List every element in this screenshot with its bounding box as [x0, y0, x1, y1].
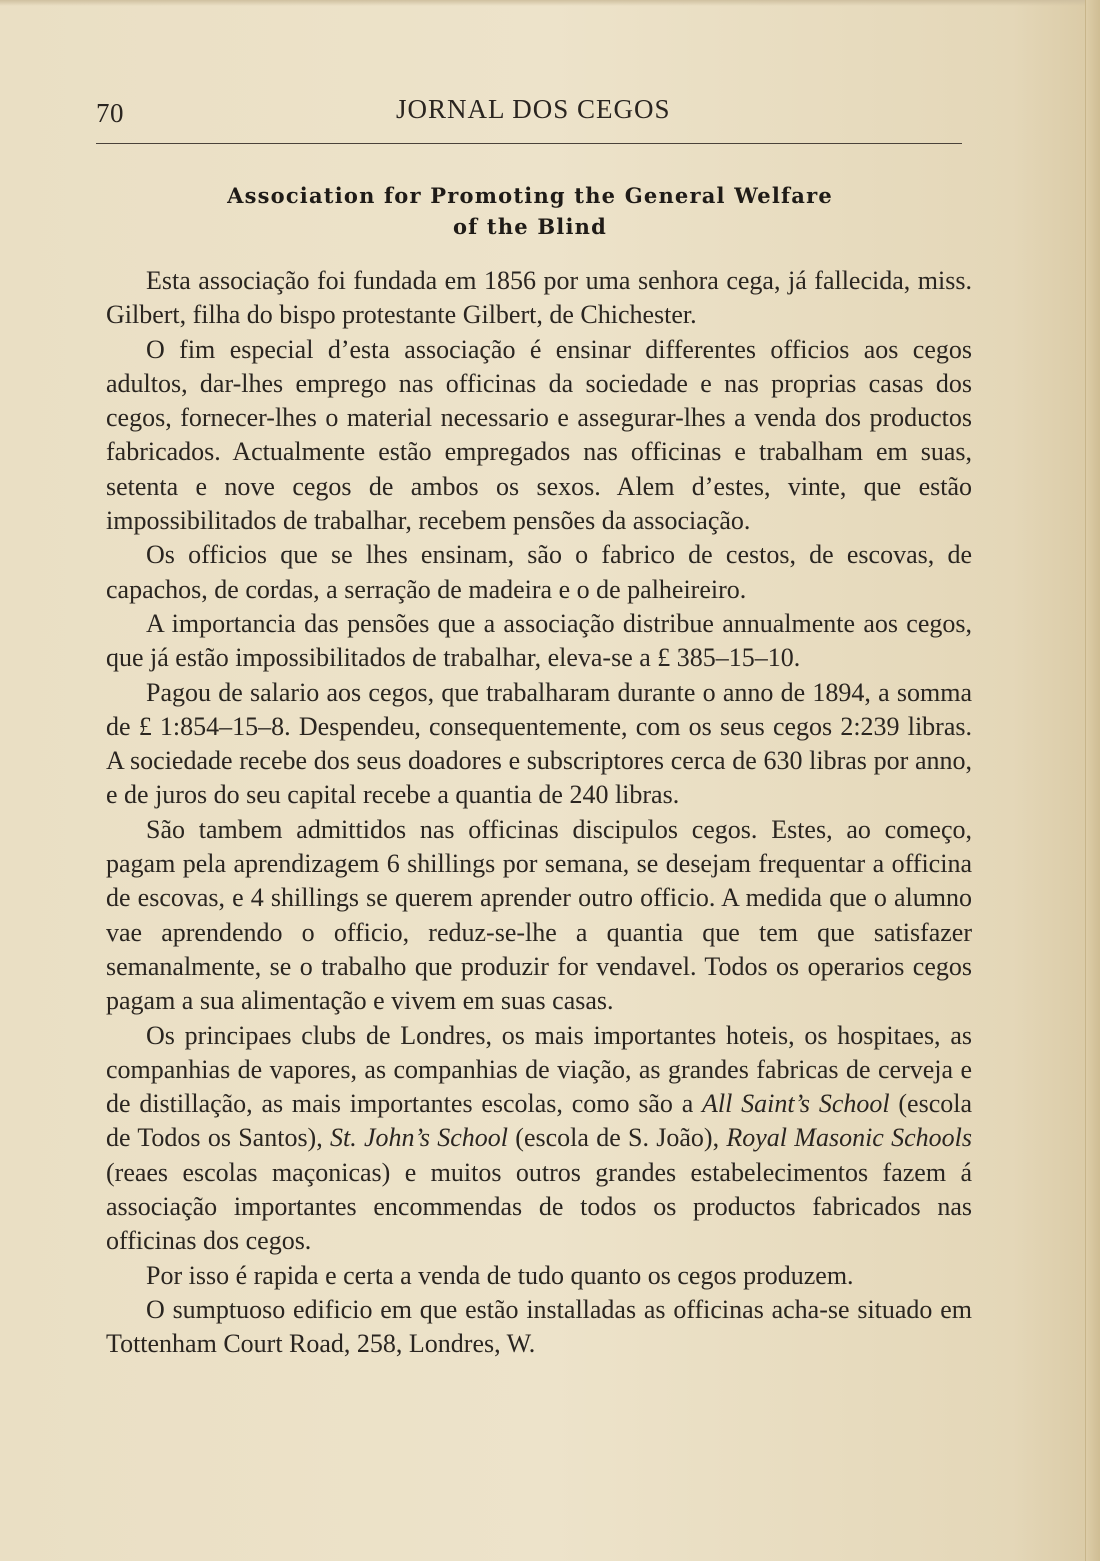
paragraph: Pagou de salario aos cegos, que trabalharam durante o anno de 1894, a somma de £ 1:854–15–8. Despendeu, consequentemente, com os seus cegos 2:239 libras. A sociedade recebe dos seus doadores e subscriptores cerca de 630 libras por anno, e de juros do seu capital recebe a quantia de 240 libras. — [106, 677, 972, 810]
text-run: (escola de S. João), — [508, 1123, 727, 1153]
school-name: St. John’s School — [330, 1123, 509, 1153]
heading-line-1: Association for Promoting the General Welfare — [227, 183, 833, 208]
heading-line-2: of the Blind — [452, 214, 608, 239]
page-number: 70 — [96, 98, 124, 128]
text-run: (escola de Todos os Santos), — [106, 1089, 973, 1153]
paragraph: São tambem admittidos nas officinas discipulos cegos. Estes, ao começo, pagam pela aprendizagem 6 shillings por semana, se desejam frequentar a officina de escovas, e 4 shillings se querem aprender outro officio. A medida que o alumno vae aprendendo o officio, reduz-se-lhe a quantia que tem que satisfazer semanalmente, se o trabalho que produzir for vendavel. Todos os operarios cegos pagam a sua alimentação e vivem em suas casas. — [106, 814, 972, 1016]
paragraph: A importancia das pensões que a associação distribue annualmente aos cegos, que já estão impossibilitados de trabalhar, eleva-se a £ 385–15–10. — [106, 608, 972, 673]
article-heading — [110, 180, 950, 242]
school-name: Royal Masonic Schools — [726, 1123, 972, 1153]
paragraph: O sumptuoso edificio em que estão installadas as officinas acha-se situado em Tottenham Court Road, 258, Londres, W. — [106, 1294, 972, 1359]
paragraph: Os officios que se lhes ensinam, são o fabrico de cestos, de escovas, de capachos, de cordas, a serração de madeira e o de palheireiro. — [106, 540, 972, 604]
article-body — [106, 264, 972, 1362]
text-run: (reaes escolas maçonicas) e muitos outros grandes estabelecimentos fazem á associação importantes encommendas de todos os productos fabricados nas officinas dos cegos. — [106, 1157, 972, 1256]
text-run: Os principaes clubs de Londres, os mais importantes hoteis, os hospitaes, as companhias de vapores, as companhias de viação, as grandes fabricas de cerveja e de distillação, as mais importantes escolas, como são a — [106, 1020, 972, 1119]
paragraph: Esta associação foi fundada em 1856 por uma senhora cega, já fallecida, miss. Gilbert, filha do bispo protestante Gilbert, de Chichester. — [106, 266, 972, 330]
page-header — [96, 94, 962, 134]
header-rule — [96, 143, 962, 144]
paragraph: Por isso é rapida e certa a venda de tudo quanto os cegos produzem. — [146, 1260, 854, 1290]
page-top-edge — [0, 0, 1100, 6]
page-binding-edge — [1085, 0, 1100, 1561]
school-name: All Saint’s School — [702, 1089, 890, 1119]
paragraph-schools — [106, 1019, 972, 1259]
paragraph: O fim especial d’esta associação é ensinar differentes officios aos cegos adultos, dar-lhes emprego nas officinas da sociedade e nas proprias casas dos cegos, fornecer-lhes o material necessario e assegurar-lhes a venda dos productos fabricados. Actualmente estão empregados nas officinas e trabalham em suas, setenta e nove cegos de ambos os sexos. Alem d’estes, vinte, que estão impossibilitados de trabalhar, recebem pensões da associação. — [106, 334, 972, 536]
running-title: JORNAL DOS CEGOS — [396, 94, 671, 124]
